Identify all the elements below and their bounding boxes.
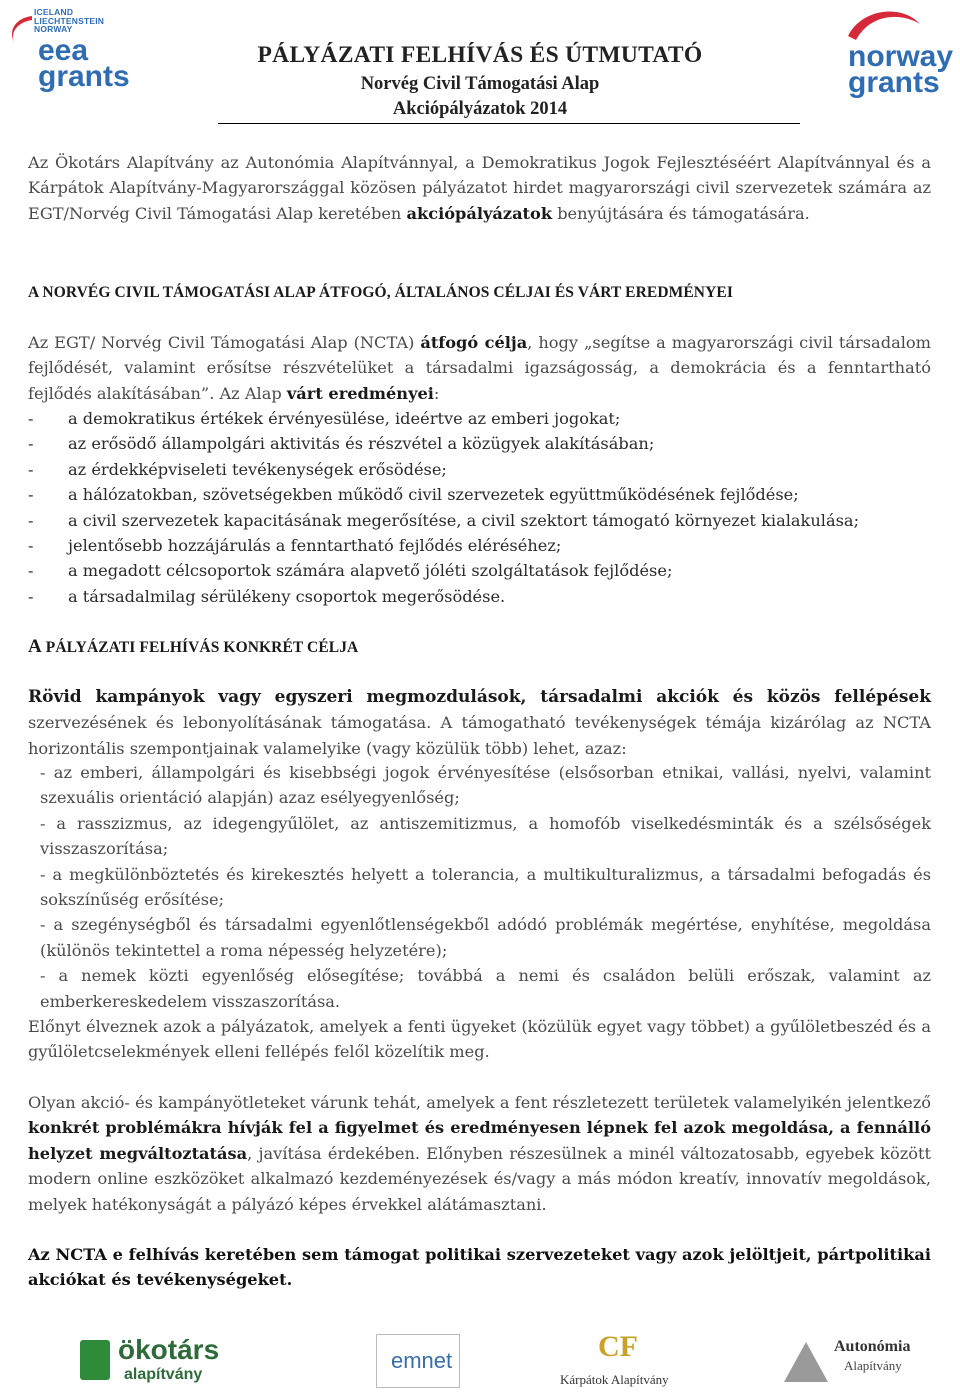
intro-paragraph: Az Ökotárs Alapítvány az Autonómia Alapítvánnyal, a Demokratikus Jogok Fejlesztéséért Alapítvánnyal és a Kárpátok Alapítvány-Magyarországgal közösen pályázatot hirdet magyarországi civil szervezetek számára az EGT/Norvég Civil Támogatási Alap keretében akciópályázatok benyújtására és támogatására. (28, 153, 931, 223)
list-item: - a nemek közti egyenlőség elősegítése; továbbá a nemi és családon belüli erőszak, valamint az emberkereskedelem visszaszorítása. (40, 966, 931, 1011)
eea-flags (34, 8, 104, 34)
list-item: - az érdekképviseleti tevékenységek erősödése; (28, 457, 931, 482)
list-item: - a civil szervezetek kapacitásának megerősítése, a civil szektort támogató környezet kialakulása; (28, 508, 931, 533)
norway-wordmark: norway grants (848, 40, 954, 99)
eea-grants-logo (6, 4, 136, 94)
autonomia-logo: Autonómia Alapítvány (784, 1330, 924, 1394)
list-item: - a társadalmilag sérülékeny csoportok megerősödése. (28, 584, 931, 609)
page-title: PÁLYÁZATI FELHÍVÁS ÉS ÚTMUTATÓ (257, 42, 703, 68)
list-item: - a rasszizmus, az idegengyűlölet, az antiszemitizmus, a homofób viselkedésminták és a szélsőségek visszaszorítása; (40, 813, 931, 859)
emnet-logo: emnet (376, 1330, 466, 1394)
section-heading-goals: A NORVÉG CIVIL TÁMOGATÁSI ALAP ÁTFOGÓ, ÁLTALÁNOS CÉLJAI ÉS VÁRT EREDMÉNYEI (28, 284, 733, 301)
norway-grants-logo (832, 6, 958, 98)
section2-paragraph: Rövid kampányok vagy egyszeri megmozdulások, társadalmi akciók és közös fellépések szervezésének és lebonyolításának támogatása. A támogatható tevékenységek témája kizárólag az NCTA horizontális szempontjainak valamelyike (vagy közülük több) lehet, azaz: (28, 687, 931, 758)
exclusion-paragraph: Az NCTA e felhívás keretében sem támogat politikai szervezeteket vagy azok jelöltjeit, pártpolitikai akciókat és tevékenységeket. (28, 1245, 931, 1290)
list-item: - a demokratikus értékek érvényesülése, ideértve az emberi jogokat; (28, 406, 931, 431)
okotars-mark-icon (80, 1340, 110, 1380)
page-subtitle-year: Akciópályázatok 2014 (392, 99, 568, 119)
eea-wordmark: eea grants (38, 34, 130, 93)
list-item: - a megadott célcsoportok számára alapvető jóléti szolgáltatások fejlődése; (28, 558, 931, 583)
autonomia-mark-icon (784, 1342, 828, 1382)
section-heading-call-goal: A PÁLYÁZATI FELHÍVÁS KONKRÉT CÉLJA (28, 636, 359, 657)
list-item: - a szegénységből és társadalmi egyenlőtlenségekből adódó problémák megértése, enyhítése, megoldása (különös tekintettel a roma népesség helyzetére); (40, 915, 931, 960)
flag-norway: NORWAY (34, 24, 73, 34)
karpatok-logo: CF Kárpátok Alapítvány (560, 1330, 669, 1387)
preference-paragraph: Előnyt élveznek azok a pályázatok, amelyek a fenti ügyeket (közülük egyet vagy többet) a gyűlöletbeszéd és a gyűlöletcselekmények elleni fellépés felől közelítik meg. (28, 1017, 931, 1062)
horizontal-priorities-list (28, 760, 931, 1014)
header-divider (218, 123, 800, 124)
list-item: - a megkülönböztetés és kirekesztés helyett a tolerancia, a multikulturalizmus, a társadalmi befogadás és sokszínűség erősítése; (40, 864, 931, 910)
expected-results-list (28, 406, 931, 609)
ideas-paragraph: Olyan akció- és kampányötleteket várunk tehát, amelyek a fent részletezett területek valamelyikén jelentkező konkrét problémákra hívják fel a figyelmet és eredményesen lépnek fel azok megoldása, a fennálló helyzet megváltoztatása, javítása érdekében. Előnyben részesülnek a minél változatosabb, egyebek között modern online eszközöket alkalmazó kezdeményezések és/vagy a más módon kreatív, innovatív megoldások, melyek hatékonyságát a pályázó képes érvekkel alátámasztani. (28, 1093, 931, 1214)
list-item: - az emberi, állampolgári és kisebbségi jogok érvényesítése (elsősorban etnikai, vallási, nyelvi, valamint szexuális orientáció alapján) azaz esélyegyenlőség; (40, 763, 931, 808)
flag-iceland: ICELAND (34, 7, 74, 17)
flag-liechtenstein: LIECHTENSTEIN (34, 15, 105, 26)
list-item: - jelentősebb hozzájárulás a fenntartható fejlődés eléréséhez; (28, 533, 931, 558)
okotars-logo: ökotárs alapítvány (80, 1330, 250, 1394)
page-subtitle: Norvég Civil Támogatási Alap (360, 74, 600, 94)
list-item: - a hálózatokban, szövetségekben működő civil szervezetek együttműködésének fejlődése; (28, 482, 931, 507)
list-item: - az erősödő állampolgári aktivitás és részvétel a közügyek alakításában; (28, 431, 931, 456)
section1-paragraph: Az EGT/ Norvég Civil Támogatási Alap (NCTA) átfogó célja, hogy „segítse a magyarországi civil társadalom fejlődését, valamint erősítse részvételüket a társadalmi igazságosság, a demokrácia és a fenntartható fejlődés alakításában”. Az Alap várt eredményei: (28, 333, 931, 403)
